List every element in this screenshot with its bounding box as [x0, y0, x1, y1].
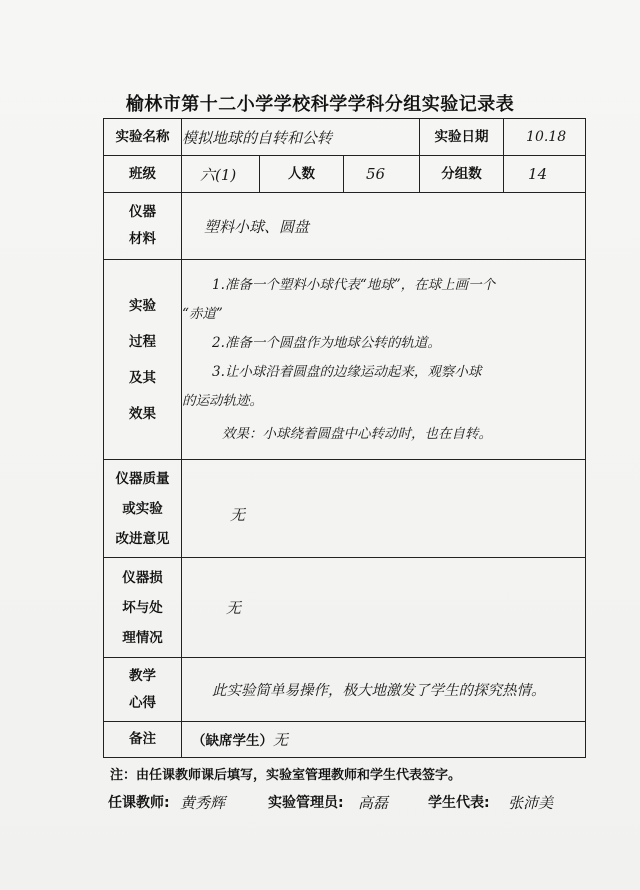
damage-label [104, 558, 182, 658]
process-label-line: 实验 [129, 297, 156, 314]
remarks-label: 备注 [104, 722, 182, 758]
row-instruments [104, 193, 586, 260]
process-step-line: 的运动轨迹。 [182, 392, 263, 409]
instruments-label-line: 材料 [129, 231, 156, 247]
process-label-line: 过程 [129, 333, 156, 350]
damage-label-line: 坏与处 [122, 599, 163, 616]
signature-line [108, 792, 608, 820]
quality-label-line: 改进意见 [115, 530, 170, 547]
footer-note: 注：由任课教师课后填写，实验室管理教师和学生代表签字。 [110, 768, 462, 783]
remarks-prefix: （缺席学生） [192, 733, 273, 749]
quality-label-line: 或实验 [122, 500, 163, 517]
process-content [182, 260, 586, 460]
class-label: 班级 [104, 156, 182, 193]
row-process [104, 260, 586, 460]
instruments-label-line: 仪器 [129, 204, 156, 220]
teaching-label-line: 心得 [129, 694, 156, 711]
student-count-value: 56 [344, 156, 420, 193]
instruments-label [104, 193, 182, 260]
row-quality [104, 460, 586, 558]
teaching-label [104, 658, 182, 722]
damage-value: 无 [182, 558, 586, 658]
process-label-line: 及其 [129, 369, 156, 386]
experiment-name-label: 实验名称 [104, 119, 182, 156]
process-label [104, 260, 182, 460]
remarks-value: 无 [273, 731, 289, 749]
remarks-cell [182, 722, 586, 758]
row-experiment-name [104, 119, 586, 156]
group-count-value: 14 [504, 156, 586, 193]
teaching-label-line: 教学 [129, 667, 156, 684]
quality-label [104, 460, 182, 558]
process-label-line: 效果 [129, 405, 156, 422]
class-value: 六(1) [182, 156, 260, 193]
row-damage [104, 558, 586, 658]
process-step-line: 2.准备一个圆盘作为地球公转的轨道。 [212, 334, 441, 351]
experiment-date-value: 10.18 [504, 119, 586, 156]
process-step-line: 1.准备一个塑料小球代表“地球”，在球上画一个 [212, 276, 496, 293]
experiment-record-table [103, 118, 586, 758]
student-count-label: 人数 [260, 156, 344, 193]
teacher-signature: 黄秀辉 [180, 794, 226, 812]
lab-manager-signature: 高磊 [358, 794, 389, 812]
student-rep-signature-label: 学生代表: [428, 795, 490, 811]
row-class [104, 156, 586, 193]
student-rep-signature: 张沛美 [508, 794, 554, 812]
process-step-line: “赤道” [182, 305, 223, 322]
teaching-value: 此实验简单易操作，极大地激发了学生的探究热情。 [182, 658, 586, 722]
process-step-line: 3.让小球沿着圆盘的边缘运动起来，观察小球 [212, 363, 482, 380]
instruments-value: 塑料小球、圆盘 [182, 193, 586, 260]
row-teaching [104, 658, 586, 722]
experiment-name-value: 模拟地球的自转和公转 [182, 119, 420, 156]
process-conclusion: 效果：小球绕着圆盘中心转动时，也在自转。 [222, 425, 492, 442]
lab-manager-signature-label: 实验管理员: [268, 795, 344, 811]
teacher-signature-label: 任课教师: [108, 795, 170, 811]
damage-label-line: 仪器损 [122, 569, 163, 586]
damage-label-line: 理情况 [122, 629, 163, 646]
experiment-date-label: 实验日期 [420, 119, 504, 156]
row-remarks [104, 722, 586, 758]
quality-label-line: 仪器质量 [115, 470, 170, 487]
quality-value: 无 [182, 460, 586, 558]
group-count-label: 分组数 [420, 156, 504, 193]
document-title: 榆林市第十二小学学校科学学科分组实验记录表 [125, 94, 515, 115]
